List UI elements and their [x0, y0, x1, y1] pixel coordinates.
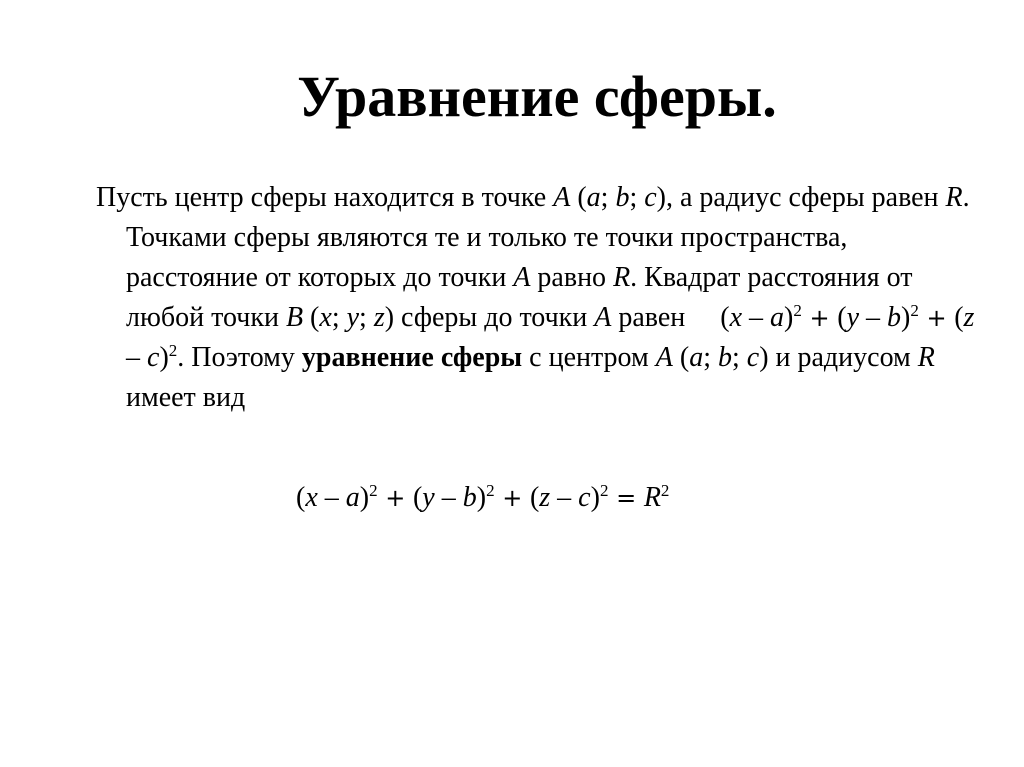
text: ;: [629, 182, 645, 213]
var: z: [963, 302, 975, 333]
slide-title: Уравнение сферы.: [297, 64, 777, 129]
var: B: [285, 302, 304, 333]
text: –: [126, 342, 147, 373]
var: y: [846, 302, 860, 333]
var: b: [717, 342, 732, 373]
text: Пусть центр сферы находится в точке: [96, 182, 554, 213]
text: (: [296, 482, 306, 513]
plus-sign: +: [377, 484, 413, 512]
var: x: [319, 302, 332, 333]
exponent: 2: [168, 341, 178, 360]
var: b: [615, 182, 630, 213]
text: –: [434, 482, 463, 513]
text: ;: [731, 342, 747, 373]
exponent: 2: [486, 481, 495, 500]
text: –: [742, 302, 771, 333]
var: z: [539, 482, 551, 513]
var: c: [644, 182, 657, 213]
var: y: [422, 482, 435, 513]
exponent: 2: [599, 481, 609, 500]
text: ;: [359, 302, 374, 333]
text: ) и радиусом: [759, 342, 918, 373]
var: R: [643, 482, 661, 513]
text: ): [159, 342, 169, 373]
var: b: [887, 302, 902, 333]
text: с центром: [522, 342, 656, 373]
var: A: [553, 182, 571, 213]
text: . Поэтому: [177, 342, 302, 373]
text: (: [412, 482, 423, 513]
var: b: [462, 482, 477, 513]
plus-sign: +: [801, 304, 838, 332]
emphasis-bold: уравнение сферы: [301, 342, 523, 373]
var: a: [345, 482, 360, 513]
var: a: [770, 302, 785, 333]
exponent: 2: [793, 301, 802, 320]
text: равен: [611, 302, 693, 333]
plus-sign: +: [918, 304, 955, 332]
text: ): [590, 482, 600, 513]
body-paragraph: [96, 178, 976, 418]
text: (: [837, 302, 847, 333]
text: ;: [703, 342, 718, 373]
text: (: [954, 302, 964, 333]
var: a: [689, 342, 704, 373]
text: (: [303, 302, 320, 333]
var: A: [655, 342, 673, 373]
var: x: [305, 482, 318, 513]
sphere-equation: [296, 478, 669, 518]
var: A: [513, 262, 531, 293]
text: ) сферы до точки: [384, 302, 595, 333]
var: R: [917, 342, 935, 373]
var: c: [746, 342, 760, 373]
exponent: 2: [910, 301, 919, 320]
text: . Квадрат расстояния от любой точки: [126, 262, 913, 333]
text: ): [359, 482, 370, 513]
equals-sign: =: [608, 484, 644, 512]
exponent: 2: [660, 481, 670, 500]
text: ), а радиус сферы равен: [656, 182, 946, 213]
text: ): [784, 302, 794, 333]
var: R: [613, 262, 631, 293]
text: –: [550, 482, 579, 513]
text: –: [317, 482, 346, 513]
exponent: 2: [369, 481, 378, 500]
var: c: [147, 342, 160, 373]
var: A: [594, 302, 612, 333]
text: (: [720, 302, 730, 333]
var: a: [586, 182, 601, 213]
var: y: [346, 302, 360, 333]
text: –: [859, 302, 888, 333]
var: c: [578, 482, 591, 513]
var: z: [373, 302, 385, 333]
text: (: [672, 342, 690, 373]
text: (: [529, 482, 540, 513]
var: x: [729, 302, 743, 333]
text: ): [901, 302, 911, 333]
text: ;: [331, 302, 347, 333]
text: (: [570, 182, 587, 213]
var: R: [945, 182, 963, 213]
text: ): [476, 482, 487, 513]
text: равно: [530, 262, 614, 293]
text: . Точками сферы являются те и только те точки пространства, расстояние от которых до точки: [126, 182, 970, 293]
plus-sign: +: [494, 484, 530, 512]
text: имеет вид: [126, 382, 246, 413]
text: ;: [600, 182, 616, 213]
